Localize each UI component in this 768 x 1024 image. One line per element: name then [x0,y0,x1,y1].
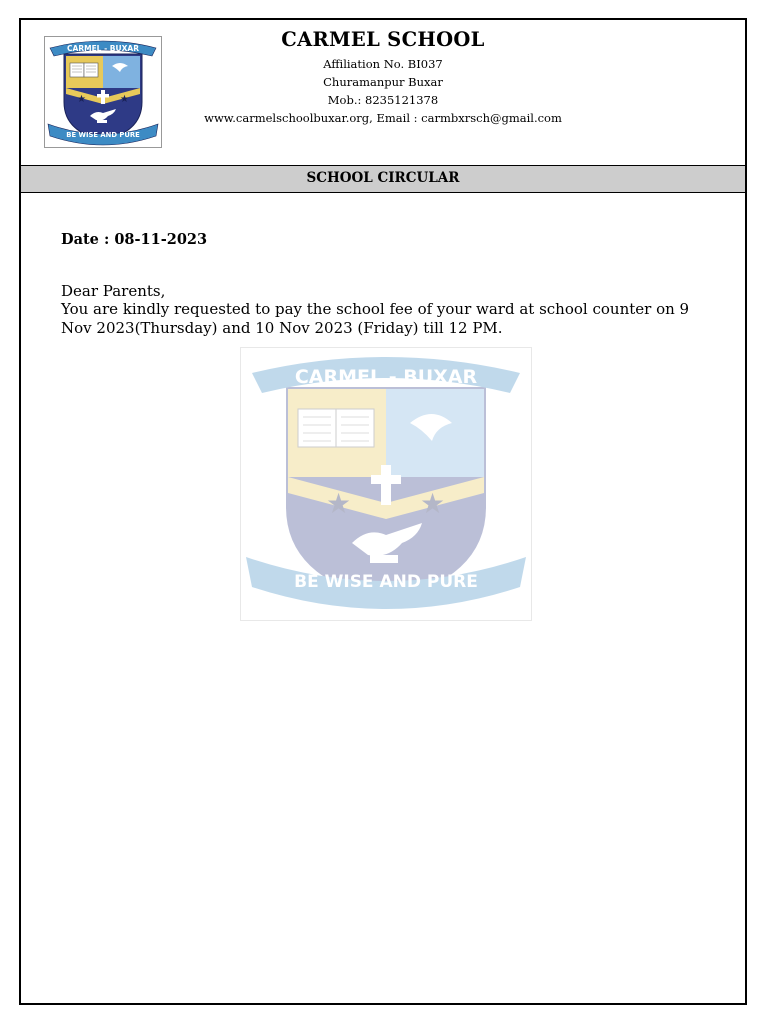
school-logo [44,36,162,148]
circular-heading: SCHOOL CIRCULAR [21,165,745,193]
svg-text:★: ★ [326,487,352,520]
circular-date: Date : 08-11-2023 [61,231,208,248]
svg-text:★: ★ [77,94,86,105]
circular-body: You are kindly requested to pay the school fee of your ward at school counter on 9 Nov 2023(Thursday) and 10 Nov 2023 (Friday) till 12 PM. [61,300,690,337]
svg-text:★: ★ [120,94,129,105]
school-web-email: www.carmelschoolbuxar.org, Email : carmbxrsch@gmail.com [204,111,562,125]
logo-motto: BE WISE AND PURE [66,131,140,139]
watermark-logo [240,347,532,621]
school-name: CARMEL SCHOOL [281,28,485,51]
school-mobile: Mob.: 8235121378 [327,93,439,107]
watermark-motto: BE WISE AND PURE [294,572,478,592]
svg-text:★: ★ [420,487,446,520]
letterhead [21,20,745,166]
watermark-banner-text: CARMEL - BUXAR [294,366,478,388]
logo-banner-text: CARMEL - BUXAR [67,44,139,53]
salutation: Dear Parents, [61,282,166,300]
school-address: Churamanpur Buxar [323,75,443,89]
document-frame [19,18,747,1005]
affiliation-number: Affiliation No. BI037 [323,57,443,71]
